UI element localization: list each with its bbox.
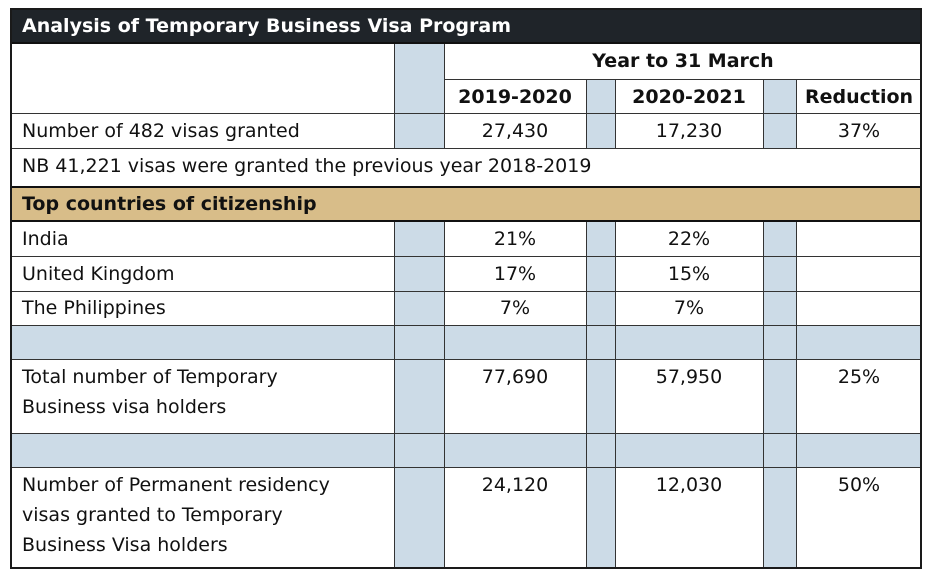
row-label-total-holders-line1: Total number of Temporary [22,366,278,388]
vline-12 [796,222,797,569]
hline-header-group [444,79,922,80]
hline-total [12,433,922,434]
stripe-col-c-bottom [763,222,796,569]
stripe-col-c-top [763,80,796,148]
hline-ph [12,325,922,326]
row-label-permanent-line3: Business Visa holders [22,534,228,556]
hline-header [12,113,922,114]
header-2020-2021: 2020-2021 [632,86,746,108]
country-2019: 17% [493,263,537,285]
header-year-group: Year to 31 March [592,50,774,72]
vline-9 [586,222,587,569]
permanent-reduction: 50% [837,474,881,496]
note-previous-year: NB 41,221 visas were granted the previous year 2018-2019 [22,155,592,177]
country-2019: 21% [493,228,537,250]
spacer-row-2 [12,434,922,467]
vline-7 [394,222,395,569]
header-reduction: Reduction [804,86,914,108]
total-holders-reduction: 25% [837,366,881,388]
section-top-countries: Top countries of citizenship [12,186,922,222]
visas-granted-2020: 17,230 [655,120,723,142]
hline-spacer2 [12,467,922,468]
country-name: United Kingdom [22,263,175,285]
visas-granted-reduction: 37% [837,120,881,142]
row-label-permanent-line1: Number of Permanent residency [22,474,330,496]
vline-5 [763,80,764,148]
country-2019: 7% [499,297,531,319]
hline-spacer1 [12,359,922,360]
hline-visas [12,148,922,149]
country-name: The Philippines [22,297,166,319]
permanent-2020: 12,030 [655,474,723,496]
visas-granted-2019: 27,430 [481,120,549,142]
table-title: Analysis of Temporary Business Visa Program [12,10,922,44]
spacer-row-1 [12,326,922,359]
stripe-col-a-top [394,44,444,148]
visa-analysis-table [10,8,922,569]
total-holders-2019: 77,690 [481,366,549,388]
row-label-total-holders-line2: Business visa holders [22,396,227,418]
country-2020: 7% [673,297,705,319]
vline-11 [763,222,764,569]
country-2020: 15% [667,263,711,285]
vline-3 [586,80,587,148]
total-holders-2020: 57,950 [655,366,723,388]
row-label-visas-granted: Number of 482 visas granted [22,120,300,142]
hline-uk [12,291,922,292]
stripe-col-a-bottom [394,222,444,569]
country-2020: 22% [667,228,711,250]
hline-india [12,256,922,257]
stripe-col-b-top [586,80,615,148]
country-name: India [22,228,69,250]
row-label-permanent-line2: visas granted to Temporary [22,504,283,526]
vline-1 [394,44,395,148]
permanent-2019: 24,120 [481,474,549,496]
header-2019-2020: 2019-2020 [458,86,572,108]
stripe-col-b-bottom [586,222,615,569]
